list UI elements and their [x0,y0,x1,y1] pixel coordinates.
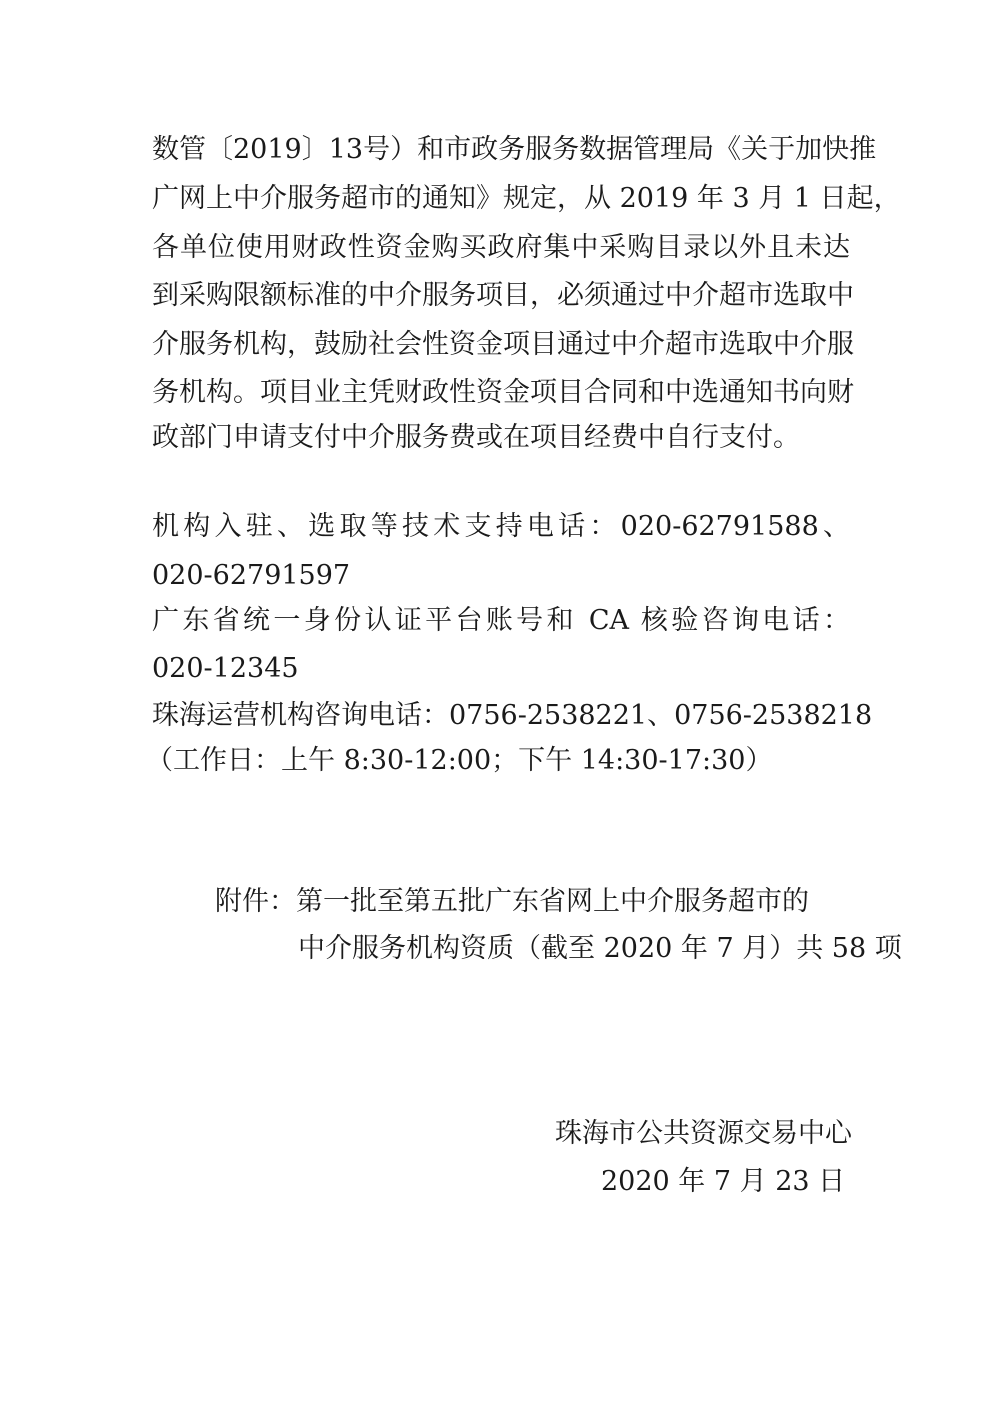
attachment-line-2: 中介服务机构资质（截至 2020 年 7 月）共 58 项 [298,933,902,964]
zhuhai-operator-phone: 珠海运营机构咨询电话：0756-2538221、0756-2538218 [152,700,873,731]
body-line-2: 广网上中介服务超市的通知》规定，从 2019 年 3 月 1 日起， [152,183,901,214]
ca-phone-line-1: 广东省统一身份认证平台账号和 CA 核验咨询电话： [152,605,850,636]
tech-support-phone-line-2: 020-62791597 [152,560,351,591]
body-line-1: 数管〔2019〕13号）和市政务服务数据管理局《关于加快推 [152,134,877,165]
tech-support-phone-line-1: 机构入驻、选取等技术支持电话：020-62791588、 [152,511,850,542]
attachment-line-1: 附件：第一批至第五批广东省网上中介服务超市的 [215,886,809,917]
body-line-7: 政部门申请支付中介服务费或在项目经费中自行支付。 [152,422,800,453]
ca-phone-line-2: 020-12345 [152,653,299,684]
signature-org: 珠海市公共资源交易中心 [555,1118,852,1149]
body-line-3: 各单位使用财政性资金购买政府集中采购目录以外且未达 [152,232,850,263]
signature-date: 2020 年 7 月 23 日 [601,1166,846,1197]
body-line-4: 到采购限额标准的中介服务项目，必须通过中介超市选取中 [152,280,854,311]
body-line-6: 务机构。项目业主凭财政性资金项目合同和中选通知书向财 [152,377,854,408]
working-hours: （工作日：上午 8:30-12:00；下午 14:30-17:30） [146,745,773,776]
body-line-5: 介服务机构，鼓励社会性资金项目通过中介超市选取中介服 [152,329,854,360]
